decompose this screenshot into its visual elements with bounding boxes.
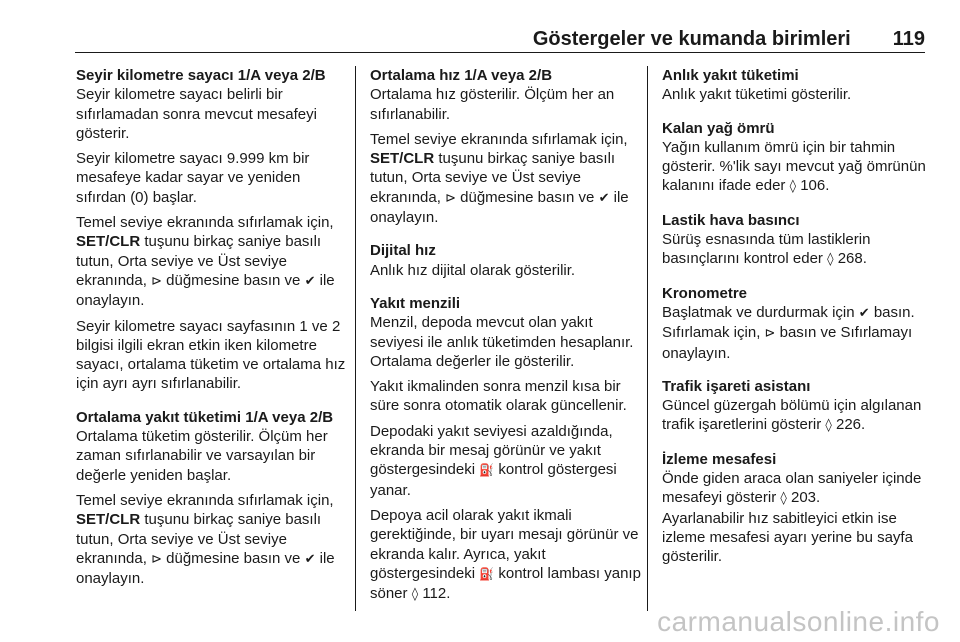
section-title: Seyir kilometre sayacı 1/A veya 2/B (76, 67, 326, 84)
paragraph: Ortalama hız gösterilir. Ölçüm her an sıfırlanabilir. (370, 86, 615, 123)
section-title: İzleme mesafesi (662, 450, 777, 468)
header-divider (75, 52, 925, 53)
paragraph: Anlık yakıt tüketimi gösterilir. (662, 86, 852, 104)
paragraph: Sürüş esnasında tüm lastiklerin basınçlarını kontrol eder ◊ 268. (662, 230, 930, 270)
set-clr-key: SET/CLR (370, 150, 435, 168)
fuel-pump-icon: ⛽ (479, 566, 495, 581)
section-digital-speed (370, 241, 642, 280)
page-title: Göstergeler ve kumanda birimleri (532, 28, 851, 50)
section-remaining-oil-life (662, 119, 930, 197)
paragraph: Başlatmak ve durdurmak için ✔ basın. Sıfırlamak için, ⊳ basın ve Sıfırlamayı onaylayın. (662, 303, 915, 362)
next-button-icon: ⊳ (764, 326, 776, 342)
section-title: Dijital hız (370, 242, 436, 260)
section-following-distance (662, 450, 930, 567)
paragraph: Temel seviye ekranında sıfırlamak için, SET/CLR tuşunu birkaç saniye basılı tutun, Orta seviye ve Üst seviye ekranında, ⊳ düğmesine basın ve ✔ ile onaylayın. (76, 214, 335, 310)
page-reference-icon: ◊ (825, 418, 832, 434)
section-title: Yakıt menzili (370, 294, 461, 312)
paragraph: Seyir kilometre sayacı sayfasının 1 ve 2 bilgisi ilgili ekran etkin iken kilometre sayacı, ortalama tüketim ve ortalama hız için ayrı ayrı sıfırlanabilir. (76, 317, 346, 393)
page-reference-icon: ◊ (411, 587, 419, 603)
column-1 (76, 66, 350, 597)
section-tire-pressure (662, 211, 930, 270)
column-divider (647, 66, 648, 611)
check-icon: ✔ (858, 305, 870, 321)
set-clr-key: SET/CLR (76, 233, 141, 251)
set-clr-key: SET/CLR (76, 511, 141, 529)
section-title: Ortalama yakıt tüketimi 1/A veya 2/B (76, 408, 334, 426)
section-stopwatch (662, 284, 930, 363)
paragraph: Menzil, depoda mevcut olan yakıt seviyesi ile anlık tüketimden hesaplanır. Ortalama değerler ile gösterilir. (370, 314, 634, 370)
page-header (75, 28, 925, 52)
fuel-pump-icon: ⛽ (479, 463, 495, 478)
paragraph: Temel seviye ekranında sıfırlamak için, SET/CLR tuşunu birkaç saniye basılı tutun, Orta seviye ve Üst seviye ekranında, ⊳ düğmesine basın ve ✔ ile onaylayın. (76, 491, 335, 588)
paragraph: Seyir kilometre sayacı 9.999 km bir mesafeye kadar sayar ve yeniden sıfırdan (0) başlar. (76, 150, 310, 206)
section-title: Trafik işareti asistanı (662, 377, 811, 395)
page-reference-icon: ◊ (789, 179, 797, 195)
paragraph: Yağın kullanım ömrü için bir tahmin gösterir. %'lik sayı mevcut yağ ömrünün kalanını ifade eder ◊ 106. (662, 138, 930, 197)
next-button-icon: ⊳ (445, 190, 456, 206)
next-button-icon: ⊳ (151, 273, 162, 289)
paragraph: Önde giden araca olan saniyeler içinde mesafeyi gösterir ◊ 203. (662, 469, 930, 509)
paragraph: Depoya acil olarak yakıt ikmali gerektiğinde, bir uyarı mesajı görünür ve ekranda kalır. Ayrıca, yakıt göstergesindeki ⛽ kontrol lambası yanıp söner ◊ 112. (370, 506, 642, 604)
paragraph: Depodaki yakıt seviyesi azaldığında, ekranda bir mesaj görünür ve yakıt göstergesindeki ⛽ kontrol göstergesi yanar. (370, 422, 617, 499)
section-trip-odometer (76, 66, 350, 394)
page-number: 119 (892, 28, 925, 50)
section-fuel-range (370, 294, 642, 604)
column-2 (370, 66, 642, 613)
paragraph: Güncel güzergah bölümü için algılanan trafik işaretlerini gösterir ◊ 226. (662, 396, 930, 436)
paragraph: Anlık hız dijital olarak gösterilir. (370, 261, 576, 279)
page-reference-icon: ◊ (827, 252, 834, 268)
section-average-speed (370, 66, 642, 227)
paragraph: Ortalama tüketim gösterilir. Ölçüm her zaman sıfırlanabilir ve varsayılan bir değerle yeniden başlar. (76, 428, 328, 484)
section-average-fuel-consumption (76, 408, 350, 589)
section-traffic-sign-assistant (662, 377, 930, 436)
page-reference-link[interactable]: 203. (790, 489, 821, 507)
page-reference-link[interactable]: 106. (800, 177, 830, 195)
check-icon: ✔ (304, 273, 316, 289)
paragraph: Temel seviye ekranında sıfırlamak için, SET/CLR tuşunu birkaç saniye basılı tutun, Orta seviye ve Üst seviye ekranında, ⊳ düğmesine basın ve ✔ ile onaylayın. (370, 130, 629, 227)
page-reference-icon: ◊ (780, 491, 787, 507)
next-button-icon: ⊳ (151, 551, 162, 567)
paragraph: Ayarlanabilir hız sabitleyici etkin ise izleme mesafesi ayarı yerine bu sayfa gösterilir. (662, 509, 913, 566)
paragraph: Yakıt ikmalinden sonra menzil kısa bir süre sonra otomatik olarak güncellenir. (370, 378, 627, 415)
paragraph: Seyir kilometre sayacı belirli bir sıfırlamadan sonra mevcut mesafeyi gösterir. (76, 86, 317, 142)
watermark: carmanualsonline.info (657, 606, 940, 637)
page-reference-link[interactable]: 226. (836, 416, 866, 434)
check-icon: ✔ (598, 190, 610, 206)
column-divider (355, 66, 356, 611)
page-reference-link[interactable]: 268. (837, 250, 867, 268)
section-title: Kronometre (662, 284, 748, 302)
page-reference-link[interactable]: 112. (422, 585, 451, 603)
column-3 (662, 66, 930, 576)
section-title: Anlık yakıt tüketimi (662, 67, 799, 84)
check-icon: ✔ (304, 551, 316, 567)
section-instant-fuel-consumption (662, 66, 930, 105)
section-title: Ortalama hız 1/A veya 2/B (370, 67, 553, 84)
section-title: Kalan yağ ömrü (662, 119, 775, 137)
section-title: Lastik hava basıncı (662, 211, 800, 229)
